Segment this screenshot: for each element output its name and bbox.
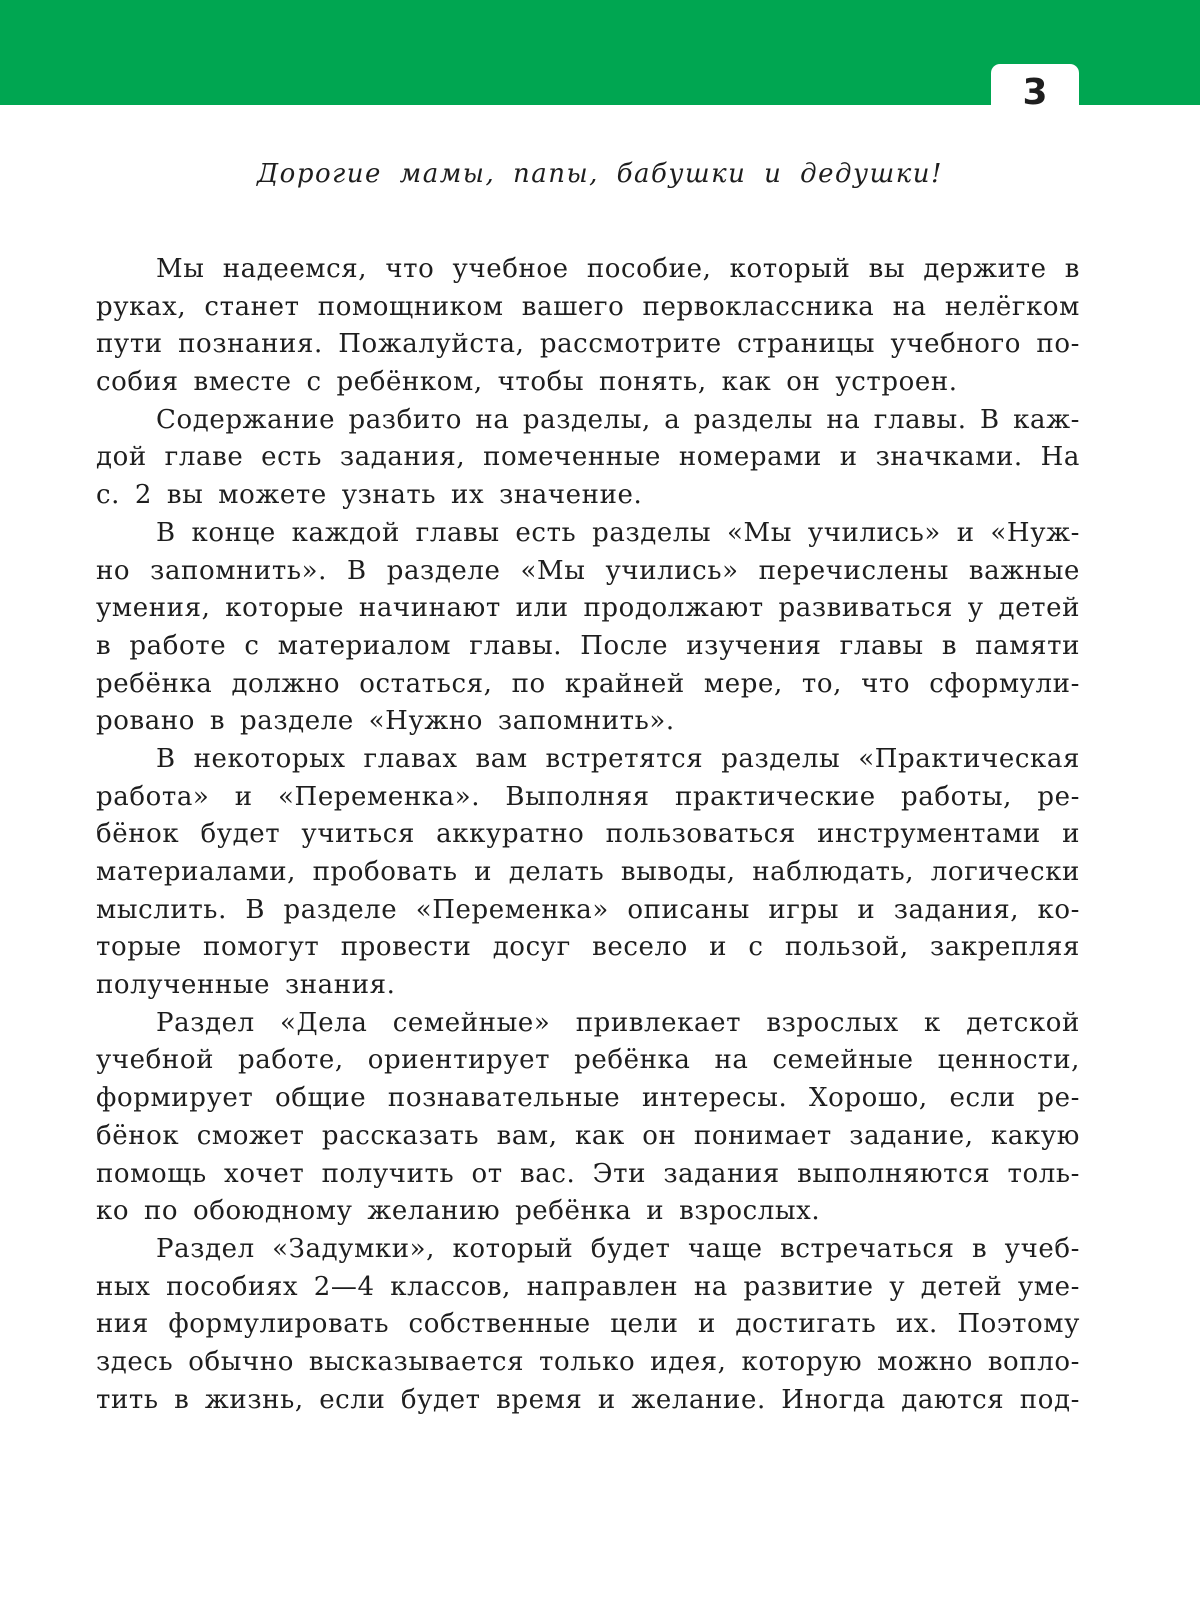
text-line: помощь хочет получить от вас. Эти задания выполняются толь- xyxy=(96,1158,1080,1189)
text-line: ровано в разделе «Нужно запомнить». xyxy=(96,706,675,737)
body-text xyxy=(96,251,1080,1419)
text-line: здесь обычно высказывается только идея, которую можно вопло- xyxy=(96,1346,1080,1377)
text-line: работа» и «Переменка». Выполняя практические работы, ре- xyxy=(96,781,1080,812)
salutation-heading: Дорогие мамы, папы, бабушки и дедушки! xyxy=(257,159,943,189)
text-line: тить в жизнь, если будет время и желание. Иногда даются под- xyxy=(96,1384,1080,1415)
text-line: Раздел «Дела семейные» привлекает взрослых к детской xyxy=(156,1007,1080,1038)
text-line: руках, станет помощником вашего первоклассника на нелёгком xyxy=(96,291,1080,322)
text-line: собия вместе с ребёнком, чтобы понять, как он устроен. xyxy=(96,367,958,398)
text-line: ных пособиях 2—4 классов, направлен на развитие у детей уме- xyxy=(96,1271,1080,1302)
text-line: учебной работе, ориентирует ребёнка на семейные ценности, xyxy=(96,1045,1080,1076)
page-number-tab xyxy=(991,64,1079,122)
text-line: полученные знания. xyxy=(96,970,396,1001)
text-line: умения, которые начинают или продолжают развиваться у детей xyxy=(96,593,1080,624)
text-line: материалами, пробовать и делать выводы, наблюдать, логически xyxy=(96,857,1080,887)
text-line: в работе с материалом главы. После изучения главы в памяти xyxy=(96,630,1080,661)
text-line: но запомнить». В разделе «Мы учились» перечислены важные xyxy=(96,555,1080,586)
page-number: 3 xyxy=(1022,72,1048,113)
text-line: бёнок будет учиться аккуратно пользоваться инструментами и xyxy=(96,819,1080,850)
text-line: пути познания. Пожалуйста, рассмотрите страницы учебного по- xyxy=(96,329,1080,360)
text-line: ребёнка должно остаться, по крайней мере, то, что сформули- xyxy=(96,668,1080,699)
text-line: Раздел «Задумки», который будет чаще встречаться в учеб- xyxy=(156,1233,1080,1264)
text-line: ко по обоюдному желанию ребёнка и взрослых. xyxy=(96,1196,821,1227)
text-line: мыслить. В разделе «Переменка» описаны игры и задания, ко- xyxy=(96,894,1080,925)
text-line: В конце каждой главы есть разделы «Мы учились» и «Нуж- xyxy=(156,517,1080,548)
text-line: ния формулировать собственные цели и достигать их. Поэтому xyxy=(96,1309,1080,1340)
text-line: с. 2 вы можете узнать их значение. xyxy=(96,480,643,511)
text-line: Мы надеемся, что учебное пособие, который вы держите в xyxy=(156,254,1080,284)
text-line: бёнок сможет рассказать вам, как он понимает задание, какую xyxy=(96,1120,1080,1151)
text-line: торые помогут провести досуг весело и с пользой, закрепляя xyxy=(96,932,1080,963)
text-line: дой главе есть задания, помеченные номерами и значками. На xyxy=(96,442,1080,473)
text-line: формирует общие познавательные интересы. Хорошо, если ре- xyxy=(96,1083,1080,1114)
text-line: Содержание разбито на разделы, а разделы на главы. В каж- xyxy=(156,404,1080,435)
text-line: В некоторых главах вам встретятся разделы «Практическая xyxy=(156,743,1080,774)
